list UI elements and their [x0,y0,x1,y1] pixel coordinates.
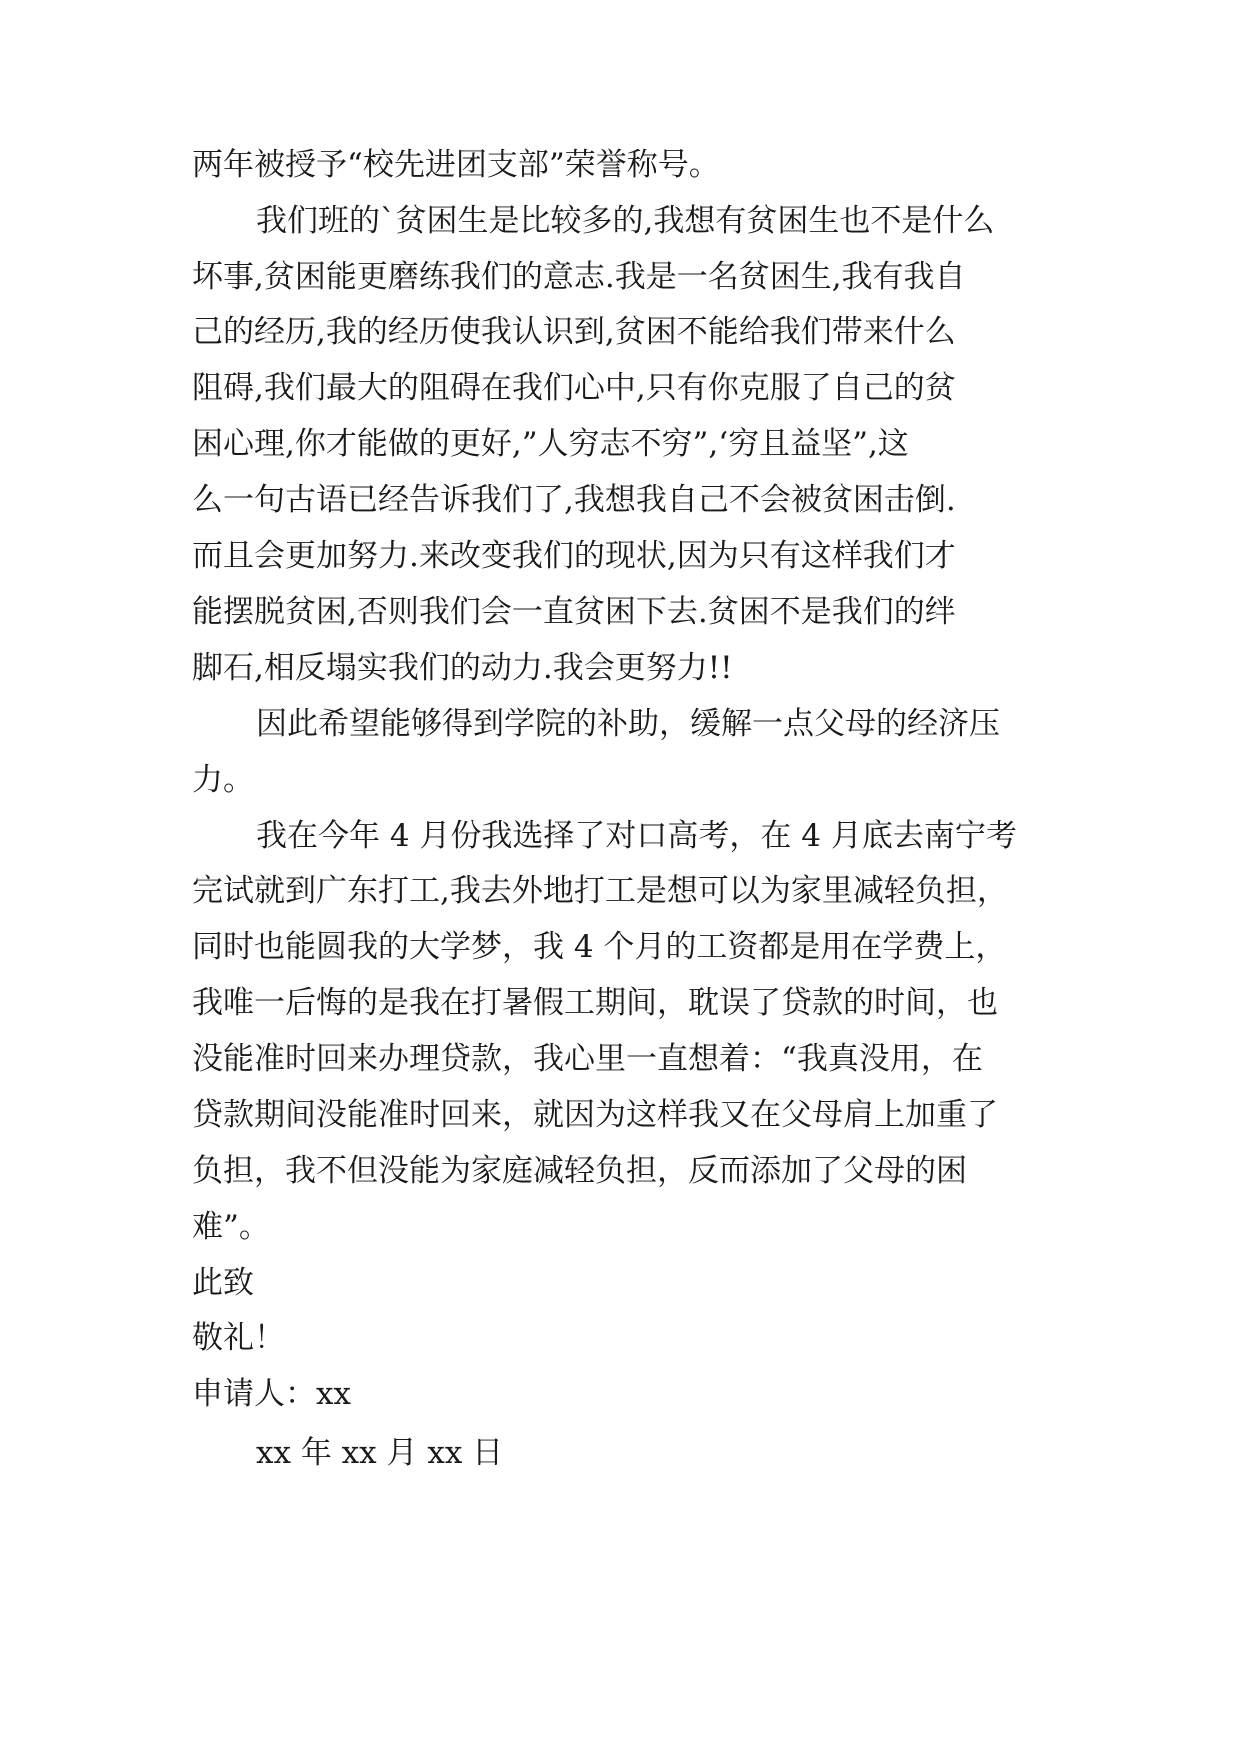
text-line: 坏事,贫困能更磨练我们的意志.我是一名贫困生,我有我自 [192,259,966,295]
text-line: 负担，我不但没能为家庭减轻负担，反而添加了父母的困 [192,1153,967,1189]
text-line: 两年被授予“校先进团支部”荣誉称号。 [192,147,720,183]
text-line: 贷款期间没能准时回来，就因为这样我又在父母肩上加重了 [192,1097,998,1133]
paragraph-first-line: 我们班的`贫困生是比较多的,我想有贫困生也不是什么 [256,203,995,239]
text-line: 同时也能圆我的大学梦，我 4 个月的工资都是用在学费上， [192,929,1007,965]
text-line: 能摆脱贫困,否则我们会一直贫困下去.贫困不是我们的绊 [192,594,956,630]
applicant-signature: 申请人：xx [192,1376,351,1412]
text-line: 而且会更加努力.来改变我们的现状,因为只有这样我们才 [192,538,956,574]
text-line: 没能准时回来办理贷款，我心里一直想着：“我真没用，在 [192,1041,983,1077]
date-line: xx 年 xx 月 xx 日 [256,1435,504,1471]
paragraph-first-line: 我在今年 4 月份我选择了对口高考，在 4 月底去南宁考 [256,818,1017,854]
text-line: 么一句古语已经告诉我们了,我想我自己不会被贫困击倒. [192,482,956,518]
text-line: 己的经历,我的经历使我认识到,贫困不能给我们带来什么 [192,314,956,350]
text-line: 完试就到广东打工,我去外地打工是想可以为家里减轻负担， [192,873,1008,909]
closing-regards: 敬礼！ [192,1320,285,1356]
text-line: 困心理,你才能做的更好,”人穷志不穷”,‘穷且益坚”,这 [192,426,909,462]
text-line: 力。 [192,762,254,798]
text-line: 难”。 [192,1209,270,1245]
closing-salutation: 此致 [192,1265,254,1301]
text-line: 我唯一后悔的是我在打暑假工期间，耽误了贷款的时间，也 [192,985,998,1021]
text-line: 脚石,相反塌实我们的动力.我会更努力!! [192,650,733,686]
text-line: 阻碍,我们最大的阻碍在我们心中,只有你克服了自己的贫 [192,370,956,406]
paragraph-first-line: 因此希望能够得到学院的补助，缓解一点父母的经济压 [256,706,1000,742]
